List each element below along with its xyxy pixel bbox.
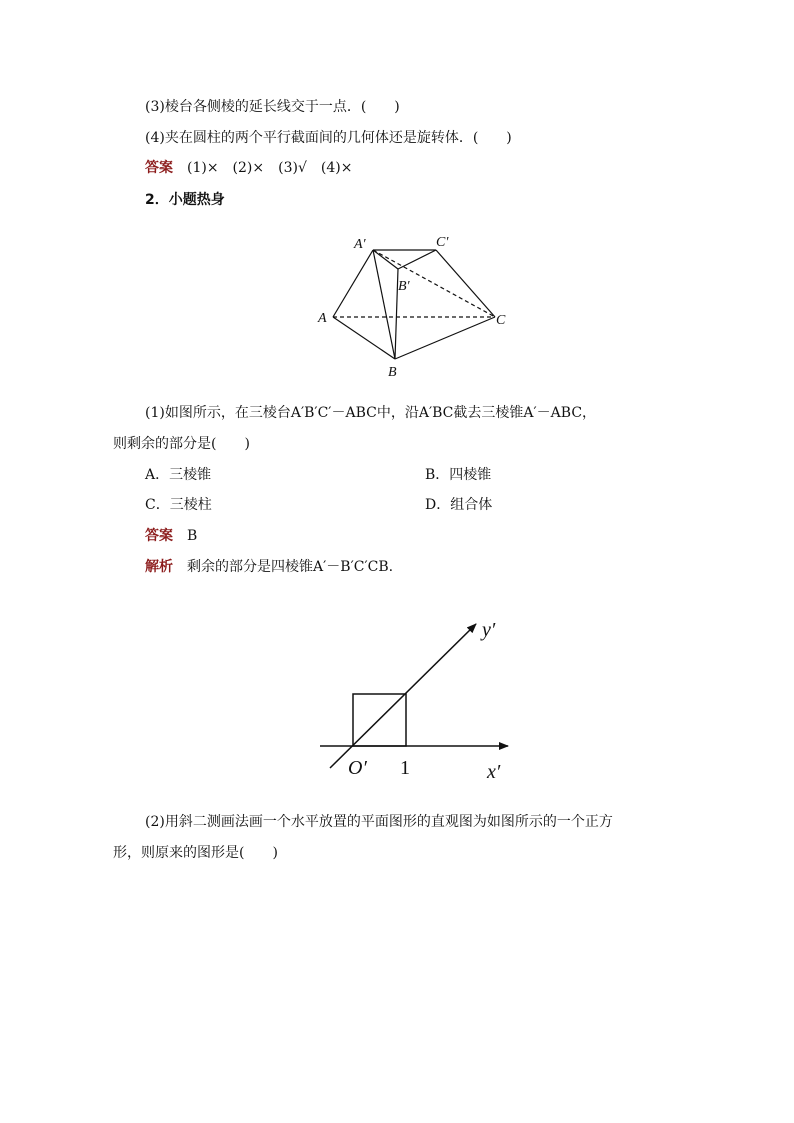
question-2-line-2: 形，则原来的图形是( )	[113, 845, 278, 861]
axis-label-x: x′	[487, 761, 501, 783]
label-a-prime: A′	[354, 237, 366, 252]
answer-label: 答案	[145, 160, 173, 176]
analysis-text: 剩余的部分是四棱锥A′－B′C′CB.	[187, 559, 394, 575]
label-b-prime: B′	[398, 279, 410, 294]
option-b: B．四棱锥	[425, 467, 492, 483]
oblique-square-figure	[310, 612, 530, 792]
question-1-line-1: (1)如图所示，在三棱台A′B′C′－ABC中，沿A′BC截去三棱锥A′－ABC，	[145, 405, 597, 421]
option-d: D．组合体	[425, 497, 493, 513]
label-b: B	[388, 365, 397, 380]
axis-label-y: y′	[482, 619, 496, 641]
analysis-label: 解析	[145, 559, 173, 575]
answer-line-2	[145, 526, 197, 546]
section-heading: 2．小题热身	[145, 192, 225, 208]
statement-4: (4)夹在圆柱的两个平行截面间的几何体还是旋转体．( )	[145, 130, 512, 146]
answer-line-1	[145, 158, 352, 178]
frustum-figure	[310, 228, 530, 388]
answer-text: B	[187, 528, 198, 544]
answer-text: (1)× (2)× (3)√ (4)×	[187, 160, 353, 176]
answer-label: 答案	[145, 528, 173, 544]
question-1-line-2: 则剩余的部分是( )	[113, 436, 250, 452]
label-a: A	[318, 311, 327, 326]
label-c: C	[496, 313, 506, 328]
statement-3: (3)棱台各侧棱的延长线交于一点．( )	[145, 99, 400, 115]
option-a: A．三棱锥	[145, 467, 212, 483]
question-2-line-1: (2)用斜二测画法画一个水平放置的平面图形的直观图为如图所示的一个正方	[145, 814, 613, 830]
option-c: C．三棱柱	[145, 497, 212, 513]
tick-label: 1	[400, 757, 410, 779]
label-c-prime: C′	[436, 235, 449, 250]
origin-label: O′	[348, 757, 367, 779]
analysis-line	[145, 557, 393, 577]
